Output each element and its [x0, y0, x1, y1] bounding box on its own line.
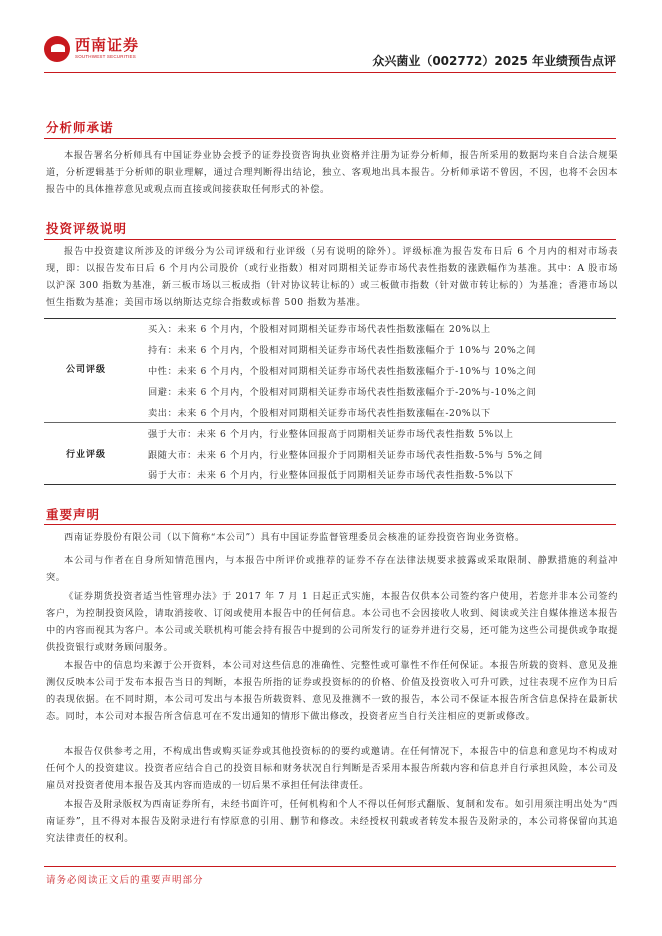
company-logo — [44, 36, 139, 62]
rating-section-divider — [44, 239, 616, 240]
header-divider — [44, 72, 616, 73]
footer-divider — [44, 866, 616, 867]
company-rating-buy: 买入：未来 6 个月内，个股相对同期相关证券市场代表性指数涨幅在 20%以上 — [148, 324, 491, 335]
company-rating-label: 公司评级 — [66, 365, 107, 375]
analyst-section-title: 分析师承诺 — [46, 120, 114, 135]
industry-rating-label: 行业评级 — [66, 450, 107, 460]
company-rating-neutral: 中性：未来 6 个月内，个股相对同期相关证券市场代表性指数涨幅介于-10%与 10%之间 — [148, 366, 537, 377]
disclaimer-section-title: 重要声明 — [46, 507, 101, 522]
industry-rating-underperform: 弱于大市：未来 6 个月内，行业整体回报低于同期相关证券市场代表性指数-5%以下 — [148, 470, 514, 481]
disclaimer-paragraph: 西南证券股份有限公司（以下简称“本公司”）具有中国证券监督管理委员会核准的证券投资咨询业务资格。 — [64, 532, 525, 543]
logo-name-en: SOUTHWEST SECURITIES — [75, 54, 136, 60]
industry-rating-market-perform: 跟随大市：未来 6 个月内，行业整体回报介于同期相关证券市场代表性指数-5%与 5%之间 — [148, 450, 543, 461]
rating-table-bottom-rule — [44, 484, 616, 485]
disclaimer-paragraph: 《证券期货投资者适当性管理办法》于 2017 年 7 月 1 日起正式实施，本报告仅供本公司签约客户使用，若您并非本公司签约客户，为控制投资风险，请取消接收、订阅或使用本报告中的任何信息。本公司也不会因接收人收到、阅读或关注自媒体推送本报告中的内容而视其为客户。本公司或关联机构可能会持有报告中提到的公司所发行的证券并进行交易，还可能为这些公司提供或争取提供投资银行或财务顾问服务。 — [46, 591, 618, 653]
report-title: 众兴菌业（002772）2025 年业绩预告点评 — [372, 54, 616, 68]
footer-note: 请务必阅读正文后的重要声明部分 — [46, 875, 204, 886]
disclaimer-paragraph: 本报告中的信息均来源于公开资料，本公司对这些信息的准确性、完整性或可靠性不作任何保证。本报告所载的资料、意见及推测仅反映本公司于发布本报告当日的判断，本报告所指的证券或投资标的的价格、价值及投资收入可升可跌，过往表现不应作为日后的表现依据。在不同时期，本公司可发出与本报告所载资料、意见及推测不一致的报告，本公司不保证本报告所含信息保持在最新状态。同时，本公司对本报告所含信息可在不发出通知的情形下做出修改，投资者应当自行关注相应的更新或修改。 — [46, 660, 618, 722]
logo-icon — [44, 36, 70, 62]
disclaimer-paragraph: 本报告及附录版权为西南证券所有，未经书面许可，任何机构和个人不得以任何形式翻版、复制和发布。如引用须注明出处为“西南证券”，且不得对本报告及附录进行有悖原意的引用、删节和修改。未经授权刊载或者转发本报告及附录的，本公司将保留向其追究法律责任的权利。 — [46, 799, 618, 844]
analyst-paragraph: 本报告署名分析师具有中国证券业协会授予的证券投资咨询执业资格并注册为证券分析师，报告所采用的数据均来自合法合规渠道，分析逻辑基于分析师的职业理解，通过合理判断得出结论，独立、客观地出具本报告。分析师承诺不曾因，不因，也将不会因本报告中的具体推荐意见或观点而直接或间接获取任何形式的补偿。 — [46, 150, 618, 195]
logo-name-cn: 西南证券 — [75, 36, 140, 55]
company-rating-hold: 持有：未来 6 个月内，个股相对同期相关证券市场代表性指数涨幅介于 10%与 20%之间 — [148, 345, 536, 356]
disclaimer-paragraph: 本公司与作者在自身所知情范围内，与本报告中所评价或推荐的证券不存在法律法规要求披露或采取限制、静默措施的利益冲突。 — [46, 555, 618, 583]
rating-table-top-rule — [44, 318, 616, 319]
rating-table-middle-rule — [44, 422, 616, 423]
company-rating-avoid: 回避：未来 6 个月内，个股相对同期相关证券市场代表性指数涨幅介于-20%与-10%之间 — [148, 387, 537, 398]
analyst-section-divider — [44, 138, 616, 139]
disclaimer-paragraph: 本报告仅供参考之用，不构成出售或购买证券或其他投资标的的要约或邀请。在任何情况下，本报告中的信息和意见均不构成对任何个人的投资建议。投资者应结合自己的投资目标和财务状况自行判断是否采用本报告所载内容和信息并自行承担风险，本公司及雇员对投资者使用本报告及其内容而造成的一切后果不承担任何法律责任。 — [46, 746, 618, 791]
industry-rating-outperform: 强于大市：未来 6 个月内，行业整体回报高于同期相关证券市场代表性指数 5%以上 — [148, 429, 514, 440]
company-rating-sell: 卖出：未来 6 个月内，个股相对同期相关证券市场代表性指数涨幅在-20%以下 — [148, 408, 491, 419]
rating-section-title: 投资评级说明 — [46, 221, 128, 236]
rating-intro-paragraph: 报告中投资建议所涉及的评级分为公司评级和行业评级（另有说明的除外）。评级标准为报告发布日后 6 个月内的相对市场表现，即：以报告发布日后 6 个月内公司股价（或行业指数）相对同期相关证券市场代表性指数的涨跌幅作为基准。其中：A 股市场以沪深 300 指数为基准，新三板市场以三板成指（针对协议转让标的）或三板做市指数（针对做市转让标的）为基准；香港市场以恒生指数为基准；美国市场以纳斯达克综合指数或标普 500 指数为基准。 — [46, 246, 618, 308]
disclaimer-section-divider — [44, 524, 616, 525]
